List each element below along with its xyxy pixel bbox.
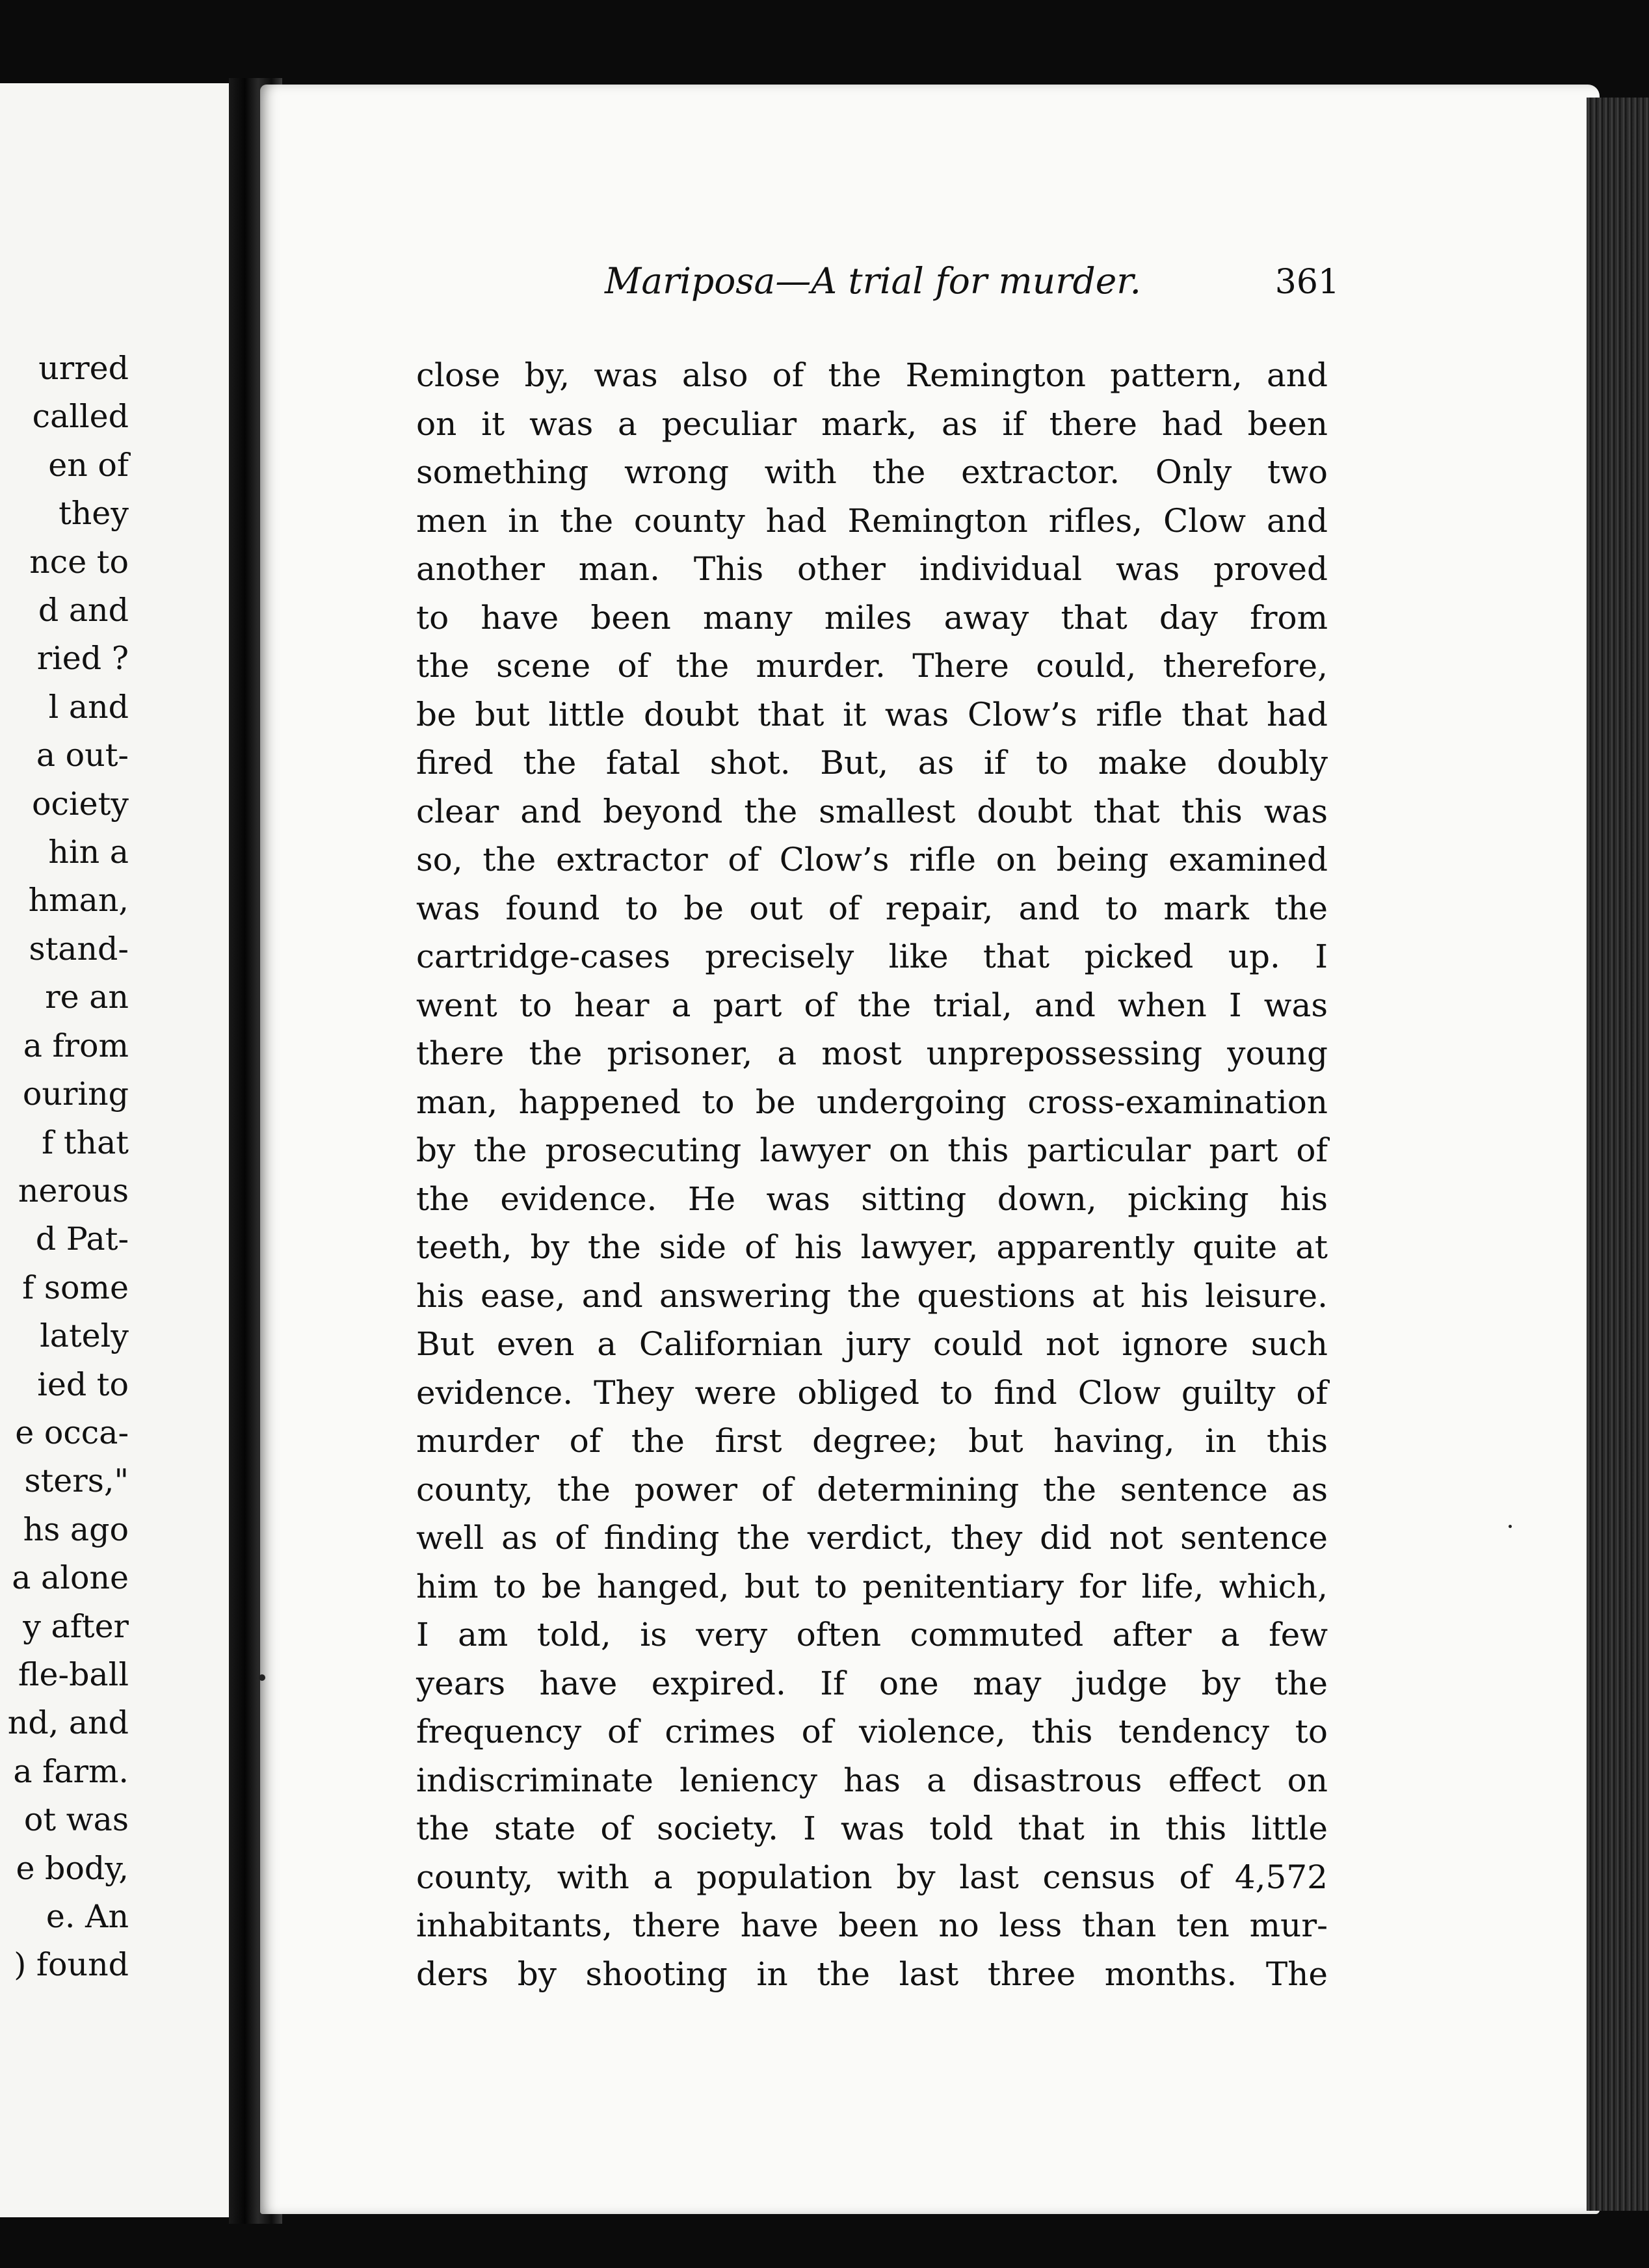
left-page-line: e body,	[16, 1849, 129, 1887]
left-page-line: f some	[22, 1269, 129, 1306]
text-line: ders by shooting in the last three months. The	[416, 1955, 1328, 1993]
text-line: cartridge-cases precisely like that picked up. I	[416, 938, 1328, 975]
text-line: on it was a peculiar mark, as if there had been	[416, 404, 1328, 443]
left-page-line: e occa-	[15, 1414, 129, 1451]
text-line: the evidence. He was sitting down, picking his	[416, 1180, 1328, 1218]
left-page-line: urred	[38, 350, 129, 387]
text-line: murder of the first degree; but having, in this	[416, 1422, 1328, 1460]
text-line: so, the extractor of Clow’s rifle on being examined	[416, 841, 1328, 878]
text-line: inhabitants, there have been no less than ten mur-	[416, 1906, 1328, 1944]
text-line: indiscriminate leniency has a disastrous effect on	[416, 1761, 1328, 1799]
text-line: county, the power of determining the sentence as	[416, 1470, 1328, 1509]
left-page-line: lately	[40, 1317, 129, 1355]
text-line: man, happened to be undergoing cross-examination	[416, 1083, 1328, 1121]
left-page-text	[8, 345, 129, 1990]
text-line: to have been many miles away that day from	[416, 598, 1328, 637]
left-page-line: they	[59, 495, 129, 533]
left-page-line: a alone	[12, 1559, 129, 1597]
left-page-line: ouring	[22, 1075, 129, 1113]
text-line: close by, was also of the Remington pattern, and	[416, 356, 1328, 394]
left-page-line: y after	[23, 1607, 129, 1645]
text-line: something wrong with the extractor. Only two	[416, 453, 1328, 491]
text-line: went to hear a part of the trial, and when I was	[416, 986, 1328, 1024]
left-page-line: a from	[23, 1027, 129, 1064]
left-page-line: en of	[48, 446, 129, 484]
left-page-line: ) found	[14, 1946, 129, 1984]
text-line: fired the fatal shot. But, as if to make doubly	[416, 744, 1328, 782]
left-page-line: hman,	[28, 882, 129, 919]
text-line: was found to be out of repair, and to mark the	[416, 889, 1328, 927]
left-page-line: e. An	[46, 1898, 129, 1935]
text-line: clear and beyond the smallest doubt that this was	[416, 792, 1328, 830]
left-page-line: nd, and	[7, 1704, 129, 1742]
text-line: I am told, is very often commuted after a few	[416, 1616, 1328, 1654]
text-line: frequency of crimes of violence, this tendency to	[416, 1713, 1328, 1750]
text-line: there the prisoner, a most unprepossessing young	[416, 1035, 1328, 1072]
left-page-line: d Pat-	[35, 1220, 129, 1258]
left-page-line: hin a	[48, 834, 129, 871]
left-page-line: nerous	[18, 1172, 129, 1209]
left-page-line: hs ago	[23, 1510, 129, 1548]
text-line: another man. This other individual was proved	[416, 550, 1328, 588]
left-page-line: re an	[45, 979, 129, 1016]
page-header	[605, 260, 1339, 319]
text-line: county, with a population by last census of 4,572	[416, 1858, 1328, 1896]
left-page-line: ried ?	[36, 640, 129, 678]
text-line: him to be hanged, but to penitentiary for life, which,	[416, 1567, 1328, 1605]
left-page-line: called	[32, 398, 129, 436]
left-page-line: l and	[48, 688, 129, 726]
text-line: teeth, by the side of his lawyer, apparently quite at	[416, 1228, 1328, 1266]
running-head: Mariposa—A trial for murder.	[605, 260, 1141, 302]
body-text	[416, 351, 1328, 1998]
left-page-line: a farm.	[13, 1752, 129, 1790]
left-page-line: stand-	[29, 930, 129, 968]
page-edges	[1587, 98, 1649, 2211]
left-page-line: fle-ball	[18, 1655, 129, 1693]
print-speck	[259, 1674, 265, 1681]
left-page-line: ot was	[23, 1801, 129, 1839]
left-page-line: d and	[38, 592, 129, 629]
left-page-line: ociety	[32, 785, 129, 823]
text-line: well as of finding the verdict, they did not sentence	[416, 1519, 1328, 1557]
left-page-line: f that	[42, 1124, 129, 1161]
left-page-line: sters,"	[24, 1462, 129, 1500]
left-page-line: nce to	[29, 543, 129, 581]
text-line: his ease, and answering the questions at his leisure.	[416, 1276, 1328, 1315]
text-line: evidence. They were obliged to find Clow guilty of	[416, 1373, 1328, 1412]
text-line: the scene of the murder. There could, therefore,	[416, 647, 1328, 685]
print-speck	[1509, 1525, 1512, 1528]
text-line: by the prosecuting lawyer on this particular part of	[416, 1131, 1328, 1169]
text-line: the state of society. I was told that in this little	[416, 1810, 1328, 1847]
left-page-line: a out-	[36, 737, 129, 774]
text-line: years have expired. If one may judge by the	[416, 1664, 1328, 1702]
left-page-line: ied to	[37, 1365, 129, 1403]
text-line: men in the county had Remington rifles, Clow and	[416, 501, 1328, 540]
page-number: 361	[1274, 263, 1339, 302]
text-line: be but little doubt that it was Clow’s rifle that had	[416, 695, 1328, 733]
text-line: But even a Californian jury could not ignore such	[416, 1325, 1328, 1363]
left-page-fragment	[0, 83, 233, 2217]
